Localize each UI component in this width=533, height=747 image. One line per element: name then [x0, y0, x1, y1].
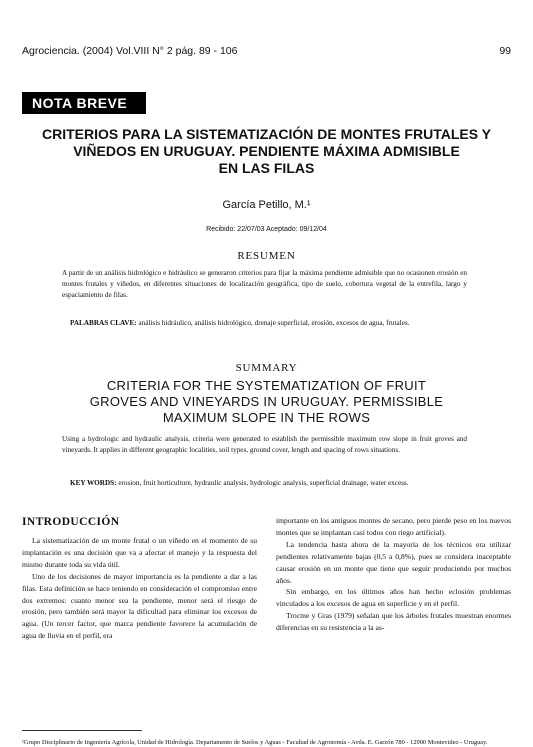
title-line-1: CRITERIOS PARA LA SISTEMATIZACIÓN DE MONTES FRUTALES Y: [41, 126, 492, 142]
title-line-3: EN LAS FILAS: [218, 160, 315, 176]
author: García Petillo, M.¹: [222, 199, 311, 211]
running-header: [22, 45, 511, 57]
footnote: ¹Grupo Disciplinario de Ingeniería Agrícola, Unidad de Hidrología. Departamento de Suelos y Aguas - Facultad de Agronomía - Avda. E. Garzón 780 - 12900 Montevideo - Uruguay.: [22, 739, 488, 746]
introduccion-heading: INTRODUCCIÓN: [22, 516, 120, 528]
key-words-list: erosion, fruit horticulture, hydraulic analysis, hydrologic analysis, superficial drainage, water excess.: [118, 479, 409, 487]
intro-paragraph: Trocme y Gras (1979) señalan que los árboles frutales muestran enormes diferencias en su resistencia a la as-: [276, 611, 511, 633]
resumen-heading: RESUMEN: [237, 250, 296, 262]
section-badge: NOTA BREVE: [22, 92, 146, 114]
key-words-label: KEY WORDS:: [70, 479, 117, 487]
keywords-list: análisis hidráulico, análisis hidrológico, drenaje superficial, erosión, excesos de agua, frutales.: [138, 319, 410, 327]
intro-paragraph: La tendencia hasta ahora de la mayoría de los técnicos era utilizar pendientes relativamente bajas (0,5 a 0,8%), pues se considera inaceptable causar erosión en un monte que tiene que seguir produciendo por muchos años.: [276, 539, 511, 585]
resumen-keywords: [70, 318, 467, 329]
summary-title: [40, 378, 493, 426]
article-title: [22, 126, 511, 177]
summary-keywords: [70, 478, 467, 489]
resumen-text: A partir de un análisis hidrológico e hidráulico se generaron criterios para fijar la máxima pendiente admisible que no ocasionen erosión en montes frutales y viñedos, en diferentes situaciones de localización geográfica, tipo de suelo, cobertura vegetal de la entrefila, largo y espaciamiento de filas.: [62, 269, 467, 299]
journal-citation: Agrociencia. (2004) Vol.VIII N° 2 pág. 89 - 106: [22, 45, 238, 57]
intro-paragraph: La sistematización de un monte frutal o un viñedo en el momento de su implantación es una decisión que va a afectar el manejo y la respuesta del mismo durante toda su vida útil.: [22, 536, 257, 569]
left-column: [22, 535, 257, 642]
summary-title-line-3: MAXIMUM SLOPE IN THE ROWS: [162, 410, 371, 425]
summary-title-line-2: GROVES AND VINEYARDS IN URUGUAY. PERMISSIBLE: [89, 394, 444, 409]
right-column: [276, 515, 511, 634]
received-dates: Recibido: 22/07/03 Aceptado: 09/12/04: [206, 226, 327, 233]
summary-heading: SUMMARY: [235, 362, 298, 374]
intro-paragraph: Sin embargo, en los últimos años han hecho eclosión problemas vinculados a los excesos de agua en superficie y en el perfil.: [276, 587, 511, 609]
intro-paragraph: importante en los antiguos montes de secano, pero pierde peso en los nuevos montes que se implantan casi todos con riego artificial).: [276, 516, 511, 537]
keywords-label: PALABRAS CLAVE:: [70, 319, 137, 327]
summary-text: Using a hydrologic and hydraulic analysis, criteria were generated to establish the permissible maximum row slope in fruit groves and vineyards. It applies in different geographic localities, soil types, ground cover, length and spacing of rows situations.: [62, 435, 467, 454]
title-line-2: VIÑEDOS EN URUGUAY. PENDIENTE MÁXIMA ADMISIBLE: [73, 143, 460, 159]
footnote-rule: [22, 730, 142, 731]
intro-paragraph: Uno de los decisiones de mayor importancia es la pendiente a dar a las filas. Esta definición se hace teniendo en consideración el compromiso entre dos extremos: cuanto menor sea la pendiente, menor será el riesgo de erosión, pero también será mayor la dificultad para eliminar los excesos de agua. (Un tercer factor, que marca pendiente favorece la acumulación de agua de lluvia en el perfil, era: [22, 571, 257, 641]
page-number: 99: [499, 45, 511, 57]
summary-title-line-1: CRITERIA FOR THE SYSTEMATIZATION OF FRUIT: [106, 378, 427, 393]
